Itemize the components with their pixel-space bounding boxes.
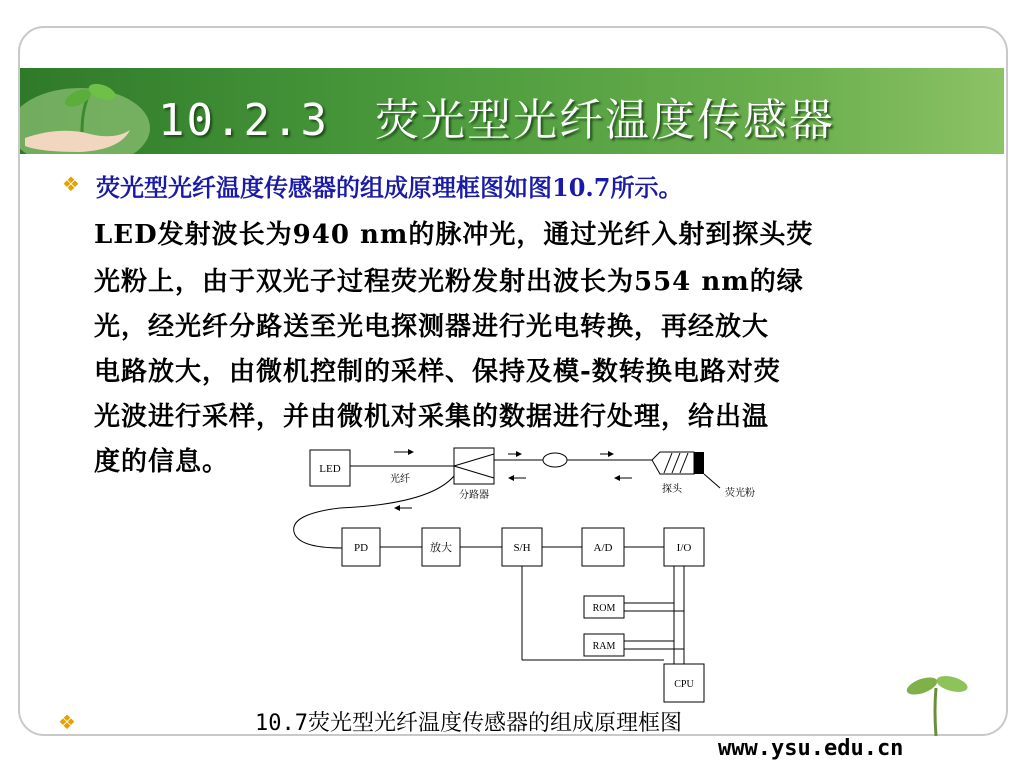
arrow-right-icon [408,449,414,455]
body-line: 光粉上，由于双光子过程荧光粉发射出波长为554 nm的绿 [94,267,804,297]
figure-caption: 10.7荧光型光纤温度传感器的组成原理框图 [255,711,682,736]
body-line: 光波进行采样，并由微机对采集的数据进行处理，给出温 [94,402,770,432]
fiber-label: 光纤 [390,474,410,485]
block-diagram [280,440,780,710]
sh-label: S/H [513,542,531,554]
io-label: I/O [676,542,692,554]
phosphor-tip [694,452,704,474]
seedling-hands-icon [20,68,155,154]
diamond-bullet-icon: ❖ [58,710,76,734]
ram-label: RAM [592,641,616,652]
splitter-label: 分路器 [459,490,489,501]
cpu-label: CPU [674,679,694,690]
phosphor-label: 荧光粉 [725,488,755,499]
arrow-left-icon [394,505,400,511]
body-line: 电路放大，由微机控制的采样、保持及模-数转换电路对荧 [94,357,781,387]
arrow-left-icon [614,475,620,481]
body-line: 度的信息。 [94,447,230,477]
splitter-box [454,448,494,484]
fiber-coil [543,453,567,467]
probe-label: 探头 [662,484,682,495]
ad-label: A/D [593,542,613,554]
slide-title: 10.2.3 荧光型光纤温度传感器 [158,95,835,146]
seedling-icon [900,670,970,736]
led-label: LED [319,463,341,475]
lead-text: 荧光型光纤温度传感器的组成原理框图如图10.7所示。 [96,173,683,202]
pd-label: PD [353,542,369,554]
arrow-right-icon [608,451,614,457]
body-line: 光，经光纤分路送至光电探测器进行光电转换，再经放大 [94,312,770,342]
arrow-right-icon [516,451,522,457]
diamond-bullet-icon: ❖ [62,172,80,196]
amp-label: 放大 [430,542,452,554]
rom-label: ROM [592,603,616,614]
footer-url: www.ysu.edu.cn [718,736,904,761]
body-line: LED发射波长为940 nm的脉冲光，通过光纤入射到探头荧 [94,220,814,250]
arrow-left-icon [508,475,514,481]
